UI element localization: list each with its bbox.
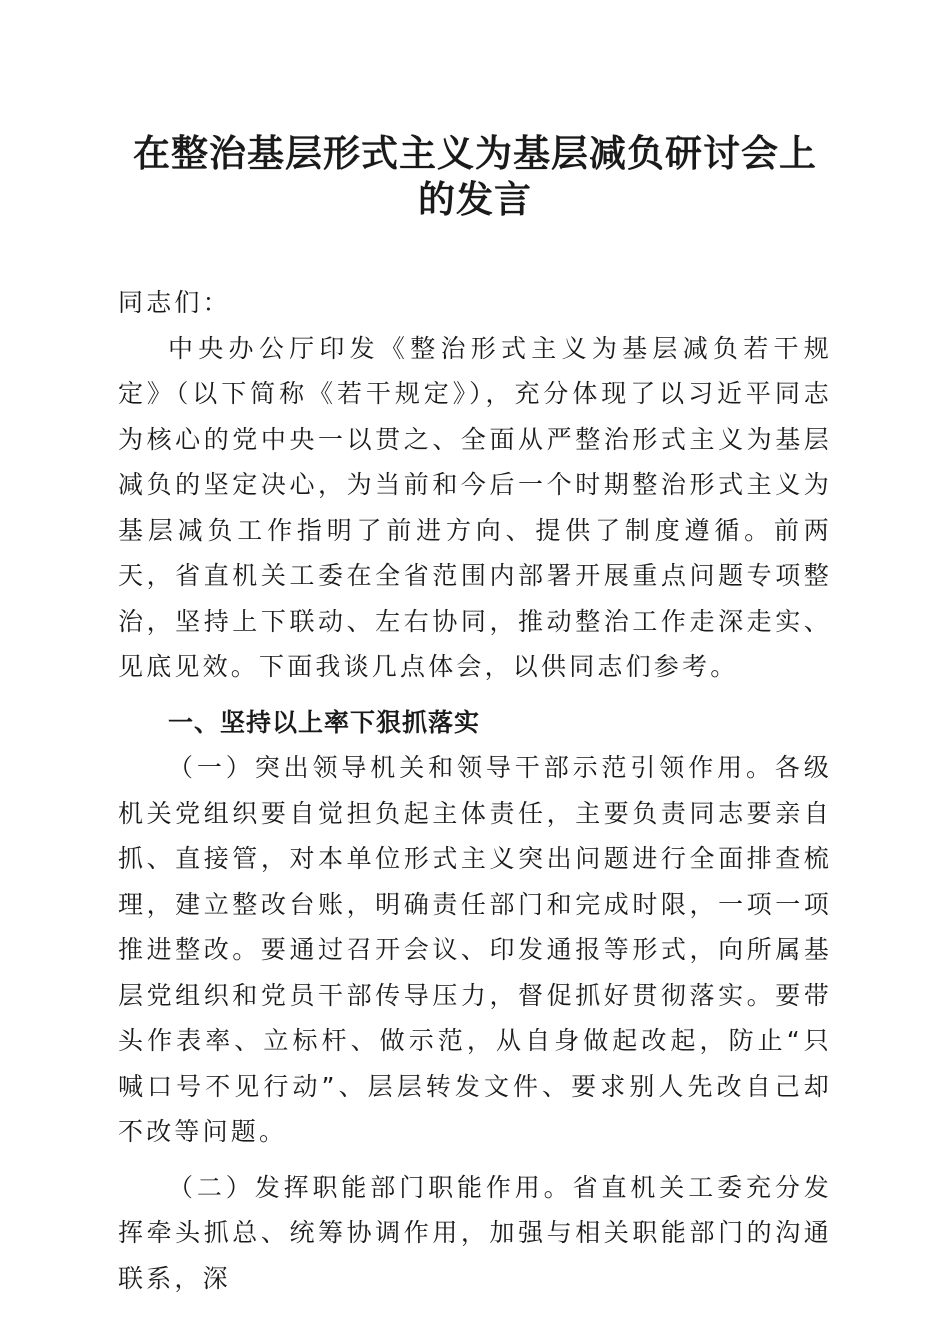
subsection-2-lead: （二）发挥职能部门职能作用。: [168, 1172, 573, 1202]
subsection-1: [118, 745, 832, 1155]
intro-paragraph: 中央办公厅印发《整治形式主义为基层减负若干规定》（以下简称《若干规定》），充分体现了以习近平同志为核心的党中央一以贯之、全面从严整治形式主义为基层减负的坚定决心，为当前和今后一个时期整治形式主义为基层减负工作指明了前进方向、提供了制度遵循。前两天，省直机关工委在全省范围内部署开展重点问题专项整治，坚持上下联动、左右协同，推动整治工作走深走实、见底见效。下面我谈几点体会，以供同志们参考。: [118, 333, 832, 681]
salutation: 同志们：: [118, 288, 231, 317]
subsection-1-lead: （一）突出领导机关和领导干部示范引领作用。: [168, 753, 775, 782]
subsection-2: [118, 1165, 832, 1302]
subsection-2-text: 省直机关工委充分发挥牵头抓总、统筹协调作用，加强与相关职能部门的沟通联系，深: [118, 1172, 832, 1293]
section-heading-1: 一、坚持以上率下狠抓落实: [168, 707, 481, 737]
document-body: [118, 280, 832, 1301]
subsection-1-text: 各级机关党组织要自觉担负起主体责任，主要负责同志要亲自抓、直接管，对本单位形式主义突出问题进行全面排查梳理，建立整改台账，明确责任部门和完成时限，一项一项推进整改。要通过召开会议、印发通报等形式，向所属基层党组织和党员干部传导压力，督促抓好贯彻落实。要带头作表率、立标杆、做示范，从自身做起改起，防止“只喊口号不见行动”、层层转发文件、要求别人先改自己却不改等问题。: [118, 753, 833, 1146]
document-title: 在整治基层形式主义为基层减负研讨会上的发言: [133, 131, 817, 221]
